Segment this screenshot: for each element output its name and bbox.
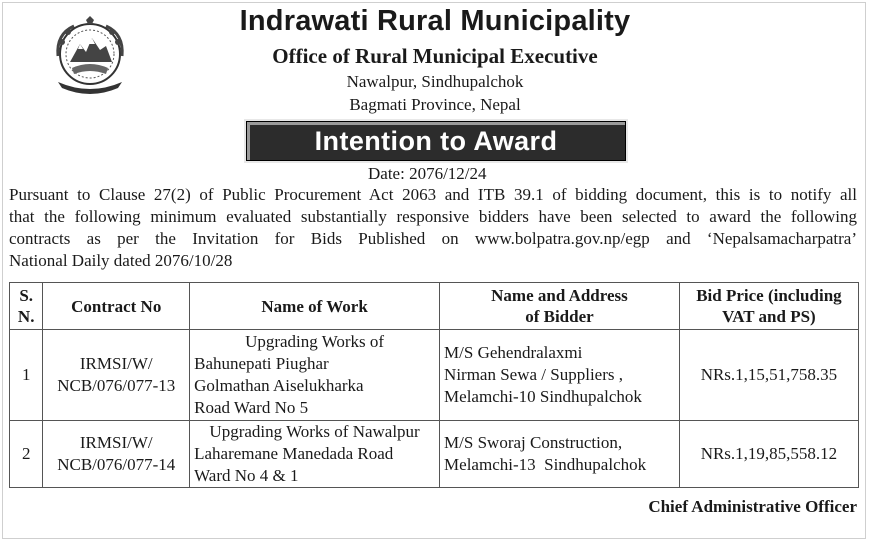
header-bidder [440, 283, 680, 330]
header-bidder-line1: Name and Address [491, 286, 628, 305]
header-price [679, 283, 858, 330]
notice-title-banner: Intention to Award [246, 121, 626, 161]
address-line-1: Nawalpur, Sindhupalchok [346, 72, 524, 91]
cell-contract [43, 330, 190, 421]
work-line: Bahunepati Piughar [194, 354, 329, 373]
work-line: Upgrading Works of Nawalpur [209, 422, 420, 441]
bidder-line: M/S Sworaj Construction, [444, 433, 623, 452]
office-name: Office of Rural Municipal Executive [272, 44, 598, 68]
cell-price: NRs.1,15,51,758.35 [679, 330, 858, 421]
cell-work [190, 421, 440, 488]
award-table [9, 282, 859, 488]
nepal-emblem-logo [48, 16, 132, 96]
bidder-line: Nirman Sewa / Suppliers , [444, 365, 623, 384]
header-contract: Contract No [43, 283, 190, 330]
cell-bidder [440, 421, 680, 488]
header-price-line2: VAT and PS) [722, 307, 816, 326]
header-work: Name of Work [190, 283, 440, 330]
municipality-name: Indrawati Rural Municipality [239, 5, 631, 37]
cell-sn: 1 [10, 330, 43, 421]
intro-line: contracts as per the Invitation for Bids Published on www.bolpatra.gov.np/egp and ‘Nepalsamacharpatra’ [9, 229, 857, 248]
cell-price: NRs.1,19,85,558.12 [679, 421, 858, 488]
header-sn-line1: S. [19, 286, 34, 305]
header-price-line1: Bid Price (including [696, 286, 842, 305]
cell-sn: 2 [10, 421, 43, 488]
contract-line: NCB/076/077-13 [57, 376, 176, 395]
header-sn-line2: N. [17, 307, 35, 326]
table-row [10, 421, 859, 488]
header-bidder-line2: of Bidder [525, 307, 594, 326]
header-sn [10, 283, 43, 330]
cell-bidder [440, 330, 680, 421]
work-line: Ward No 4 & 1 [194, 466, 299, 485]
table-row [10, 330, 859, 421]
bidder-line: M/S Gehendralaxmi [444, 343, 583, 362]
work-line: Road Ward No 5 [194, 398, 309, 417]
intro-line: National Daily dated 2076/10/28 [9, 251, 233, 270]
table-header-row [10, 283, 859, 330]
work-line: Golmathan Aiselukharka [194, 376, 364, 395]
contract-line: IRMSI/W/ [79, 354, 153, 373]
notice-date: Date: 2076/12/24 [368, 164, 487, 183]
address-line-2: Bagmati Province, Nepal [349, 95, 521, 114]
bidder-line: Melamchi-13 Sindhupalchok [444, 455, 647, 474]
intro-line: Pursuant to Clause 27(2) of Public Procurement Act 2063 and ITB 39.1 of bidding document, this is to notify all [9, 185, 857, 204]
cell-work [190, 330, 440, 421]
work-line: Upgrading Works of [245, 332, 385, 351]
contract-line: IRMSI/W/ [79, 433, 153, 452]
cell-contract [43, 421, 190, 488]
intro-line: that the following minimum evaluated substantially responsive bidders have been selected to award the following [9, 207, 857, 226]
notice-intro [9, 184, 857, 272]
signatory: Chief Administrative Officer [648, 497, 857, 516]
bidder-line: Melamchi-10 Sindhupalchok [444, 387, 642, 406]
contract-line: NCB/076/077-14 [57, 455, 176, 474]
work-line: Laharemane Manedada Road [194, 444, 394, 463]
